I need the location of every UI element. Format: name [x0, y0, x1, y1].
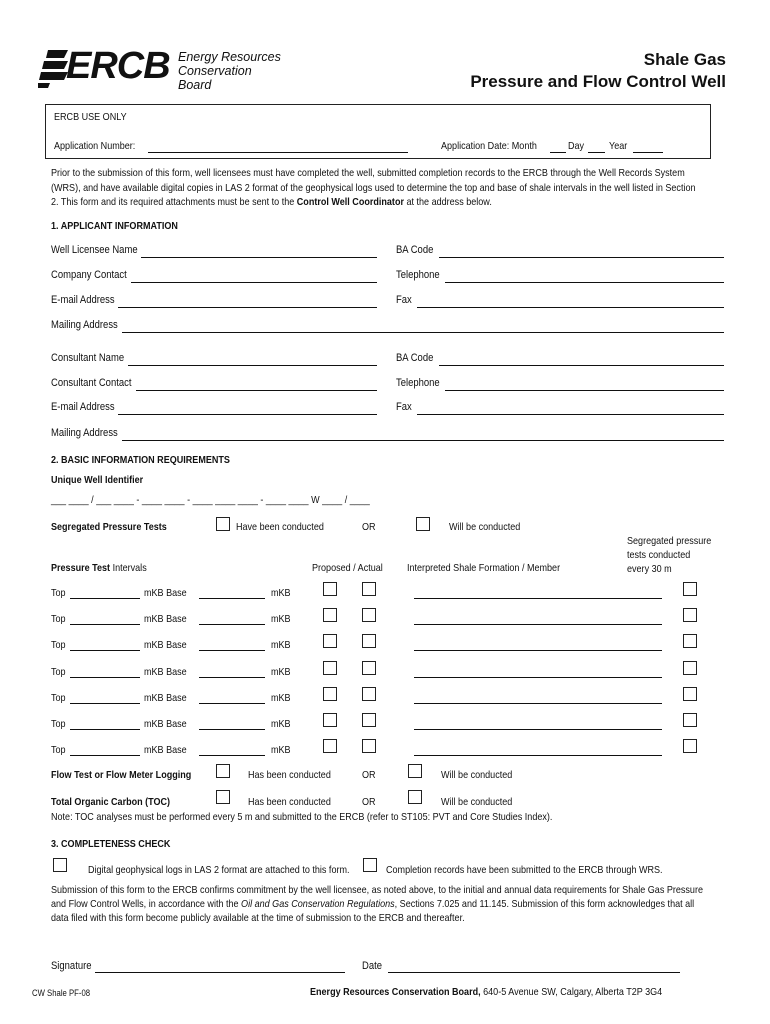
top-depth-field[interactable] [70, 729, 140, 730]
las-attached-checkbox[interactable] [53, 858, 67, 872]
actual-checkbox[interactable] [362, 661, 376, 675]
every-30m-checkbox[interactable] [683, 582, 697, 596]
mkb-base-label: mKB Base [144, 613, 187, 625]
seg-every-line-3: every 30 m [627, 563, 672, 575]
top-depth-field[interactable] [70, 598, 140, 599]
commitment-para-line-3: data filed with this form become publicly available at the time of submission to the ERCB and thereafter. [51, 912, 465, 924]
fax-label-2: Fax [396, 401, 412, 413]
mkb-base-label: mKB Base [144, 666, 187, 678]
ercb-use-only-box [45, 104, 711, 159]
well-licensee-name-label: Well Licensee Name [51, 244, 138, 256]
mkb-base-label: mKB Base [144, 718, 187, 730]
telephone-label-1: Telephone [396, 269, 440, 281]
top-label: Top [51, 692, 66, 704]
toc-has-been-conducted-label: Has been conducted [248, 796, 331, 808]
shale-formation-field[interactable] [414, 624, 662, 625]
wrs-submitted-checkbox[interactable] [363, 858, 377, 872]
footer-address: Energy Resources Conservation Board, 640-5 Avenue SW, Calgary, Alberta T2P 3G4 [310, 986, 663, 998]
mailing-address-label-2: Mailing Address [51, 427, 118, 439]
application-number-label: Application Number: [54, 140, 136, 152]
mkb-label: mKB [271, 744, 291, 756]
toc-note: Note: TOC analyses must be performed every 5 m and submitted to the ERCB (refer to ST105: PVT and Core Studies Index). [51, 811, 553, 823]
mailing-address-label-1: Mailing Address [51, 319, 118, 331]
flow-test-label: Flow Test or Flow Meter Logging [51, 769, 192, 781]
commitment-para-line-1: Submission of this form to the ERCB confirms commitment by the well licensee, as noted above, to the initial and annual data requirements for Shale Gas Pressure [51, 884, 703, 896]
base-depth-field[interactable] [199, 650, 265, 651]
base-depth-field[interactable] [199, 677, 265, 678]
toc-or-label: OR [362, 796, 376, 808]
consultant-name-field[interactable] [128, 365, 377, 366]
actual-checkbox[interactable] [362, 687, 376, 701]
top-depth-field[interactable] [70, 703, 140, 704]
mkb-label: mKB [271, 718, 291, 730]
day-label: Day [568, 140, 585, 152]
fax-label-1: Fax [396, 294, 412, 306]
email-field-2[interactable] [118, 414, 377, 415]
top-label: Top [51, 744, 66, 756]
proposed-checkbox[interactable] [323, 713, 337, 727]
date-label: Date [362, 960, 382, 972]
form-code: CW Shale PF-08 [32, 988, 91, 998]
application-day-field[interactable] [588, 152, 605, 153]
shale-formation-field[interactable] [414, 755, 662, 756]
every-30m-checkbox[interactable] [683, 608, 697, 622]
email-label-1: E-mail Address [51, 294, 115, 306]
proposed-checkbox[interactable] [323, 687, 337, 701]
ba-code-label-2: BA Code [396, 352, 434, 364]
uwi-field[interactable]: ___ ____ / ___ ____ - ____ ____ - ____ ____ ____ - ____ ____ W ____ / ____ [51, 494, 370, 506]
control-well-coordinator: Control Well Coordinator [296, 196, 404, 208]
mkb-label: mKB [271, 587, 291, 599]
intro-line-2: (WRS), and have available digital copies in LAS 2 format of the geophysical logs used to determine the top and base of shale intervals in the well listed in Section [51, 182, 696, 194]
proposed-checkbox[interactable] [323, 582, 337, 596]
wrs-submitted-label: Completion records have been submitted to the ERCB through WRS. [386, 864, 663, 876]
shale-formation-field[interactable] [414, 598, 662, 599]
flow-has-been-conducted-label: Has been conducted [248, 769, 331, 781]
telephone-label-2: Telephone [396, 377, 440, 389]
application-year-field[interactable] [633, 152, 663, 153]
year-label: Year [609, 140, 628, 152]
actual-checkbox[interactable] [362, 608, 376, 622]
top-depth-field[interactable] [70, 755, 140, 756]
top-label: Top [51, 587, 66, 599]
telephone-field-1[interactable] [445, 282, 724, 283]
flow-will-be-conducted-checkbox[interactable] [408, 764, 422, 778]
toc-has-been-conducted-checkbox[interactable] [216, 790, 230, 804]
top-label: Top [51, 666, 66, 678]
top-label: Top [51, 718, 66, 730]
consultant-contact-label: Consultant Contact [51, 377, 132, 389]
ercb-use-only-label: ERCB USE ONLY [54, 111, 127, 123]
telephone-field-2[interactable] [445, 390, 724, 391]
well-licensee-name-field[interactable] [141, 257, 377, 258]
fax-field-1[interactable] [417, 307, 724, 308]
toc-will-be-conducted-checkbox[interactable] [408, 790, 422, 804]
application-number-field[interactable] [148, 152, 408, 153]
flow-or-label: OR [362, 769, 376, 781]
intro-line-3: 2. This form and its required attachments must be sent to the Control Well Coordinator at the address below. [51, 196, 492, 208]
seg-will-be-conducted-checkbox[interactable] [416, 517, 430, 531]
shale-formation-field[interactable] [414, 729, 662, 730]
base-depth-field[interactable] [199, 598, 265, 599]
ercb-logo [38, 44, 288, 90]
intro-line-1: Prior to the submission of this form, well licensees must have completed the well, submitted completion records to the ERCB through the Well Records System [51, 167, 685, 179]
seg-every-line-1: Segregated pressure [627, 535, 712, 547]
every-30m-checkbox[interactable] [683, 687, 697, 701]
flow-has-been-conducted-checkbox[interactable] [216, 764, 230, 778]
seg-have-been-conducted-checkbox[interactable] [216, 517, 230, 531]
toc-will-be-conducted-label: Will be conducted [441, 796, 513, 808]
company-contact-field[interactable] [131, 282, 377, 283]
actual-checkbox[interactable] [362, 739, 376, 753]
actual-checkbox[interactable] [362, 713, 376, 727]
top-depth-field[interactable] [70, 677, 140, 678]
ba-code-field-2[interactable] [439, 365, 724, 366]
base-depth-field[interactable] [199, 729, 265, 730]
consultant-contact-field[interactable] [136, 390, 377, 391]
company-contact-label: Company Contact [51, 269, 127, 281]
mailing-address-field-1[interactable] [122, 332, 724, 333]
logo-subtitle-2: Conservation Board [178, 64, 252, 92]
shale-formation-field[interactable] [414, 703, 662, 704]
base-depth-field[interactable] [199, 703, 265, 704]
top-depth-field[interactable] [70, 650, 140, 651]
form-title-line2: Pressure and Flow Control Well [470, 72, 726, 91]
section-1-heading: 1. APPLICANT INFORMATION [51, 220, 178, 232]
base-depth-field[interactable] [199, 624, 265, 625]
commitment-para-line-2: and Flow Control Wells, in accordance with the Oil and Gas Conservation Regulations, Sections 7.025 and 11.145. Submission of this form acknowledges that all [51, 898, 695, 910]
top-label: Top [51, 639, 66, 651]
consultant-name-label: Consultant Name [51, 352, 125, 364]
section-2-heading: 2. BASIC INFORMATION REQUIREMENTS [51, 454, 230, 466]
every-30m-checkbox[interactable] [683, 739, 697, 753]
seg-have-been-conducted-label: Have been conducted [236, 521, 324, 533]
las-attached-label: Digital geophysical logs in LAS 2 format are attached to this form. [88, 864, 350, 876]
mkb-label: mKB [271, 613, 291, 625]
top-depth-field[interactable] [70, 624, 140, 625]
ba-code-field-1[interactable] [439, 257, 724, 258]
segregated-pressure-tests-label: Segregated Pressure Tests [51, 521, 167, 533]
signature-field[interactable] [95, 972, 345, 973]
ba-code-label-1: BA Code [396, 244, 434, 256]
fax-field-2[interactable] [417, 414, 724, 415]
every-30m-checkbox[interactable] [683, 713, 697, 727]
mkb-base-label: mKB Base [144, 692, 187, 704]
pressure-test-intervals-header: Pressure Test Intervals [51, 562, 147, 574]
proposed-checkbox[interactable] [323, 739, 337, 753]
flow-will-be-conducted-label: Will be conducted [441, 769, 513, 781]
base-depth-field[interactable] [199, 755, 265, 756]
proposed-checkbox[interactable] [323, 661, 337, 675]
email-label-2: E-mail Address [51, 401, 115, 413]
application-date-label: Application Date: Month [441, 140, 537, 152]
uwi-label: Unique Well Identifier [51, 474, 144, 486]
form-title-line1: Shale Gas [643, 50, 726, 69]
actual-checkbox[interactable] [362, 582, 376, 596]
mailing-address-field-2[interactable] [122, 440, 724, 441]
logo-subtitle-1: Energy Resources [178, 50, 281, 64]
mkb-base-label: mKB Base [144, 744, 187, 756]
every-30m-checkbox[interactable] [683, 634, 697, 648]
application-month-field[interactable] [550, 152, 566, 153]
toc-label: Total Organic Carbon (TOC) [51, 796, 171, 808]
section-3-heading: 3. COMPLETENESS CHECK [51, 838, 171, 850]
signature-label: Signature [51, 960, 92, 972]
every-30m-checkbox[interactable] [683, 661, 697, 675]
regulations-title: Oil and Gas Conservation Regulations [241, 898, 395, 910]
proposed-checkbox[interactable] [323, 634, 337, 648]
logo-text: ERCB [66, 45, 170, 87]
date-field[interactable] [388, 972, 680, 973]
mkb-base-label: mKB Base [144, 587, 187, 599]
proposed-actual-header: Proposed / Actual [312, 562, 383, 574]
seg-or-label: OR [362, 521, 376, 533]
shale-formation-field[interactable] [414, 650, 662, 651]
actual-checkbox[interactable] [362, 634, 376, 648]
seg-every-line-2: tests conducted [627, 549, 691, 561]
seg-will-be-conducted-label: Will be conducted [449, 521, 521, 533]
proposed-checkbox[interactable] [323, 608, 337, 622]
mkb-base-label: mKB Base [144, 639, 187, 651]
mkb-label: mKB [271, 666, 291, 678]
mkb-label: mKB [271, 639, 291, 651]
shale-formation-header: Interpreted Shale Formation / Member [407, 562, 561, 574]
top-label: Top [51, 613, 66, 625]
email-field-1[interactable] [118, 307, 377, 308]
mkb-label: mKB [271, 692, 291, 704]
shale-formation-field[interactable] [414, 677, 662, 678]
